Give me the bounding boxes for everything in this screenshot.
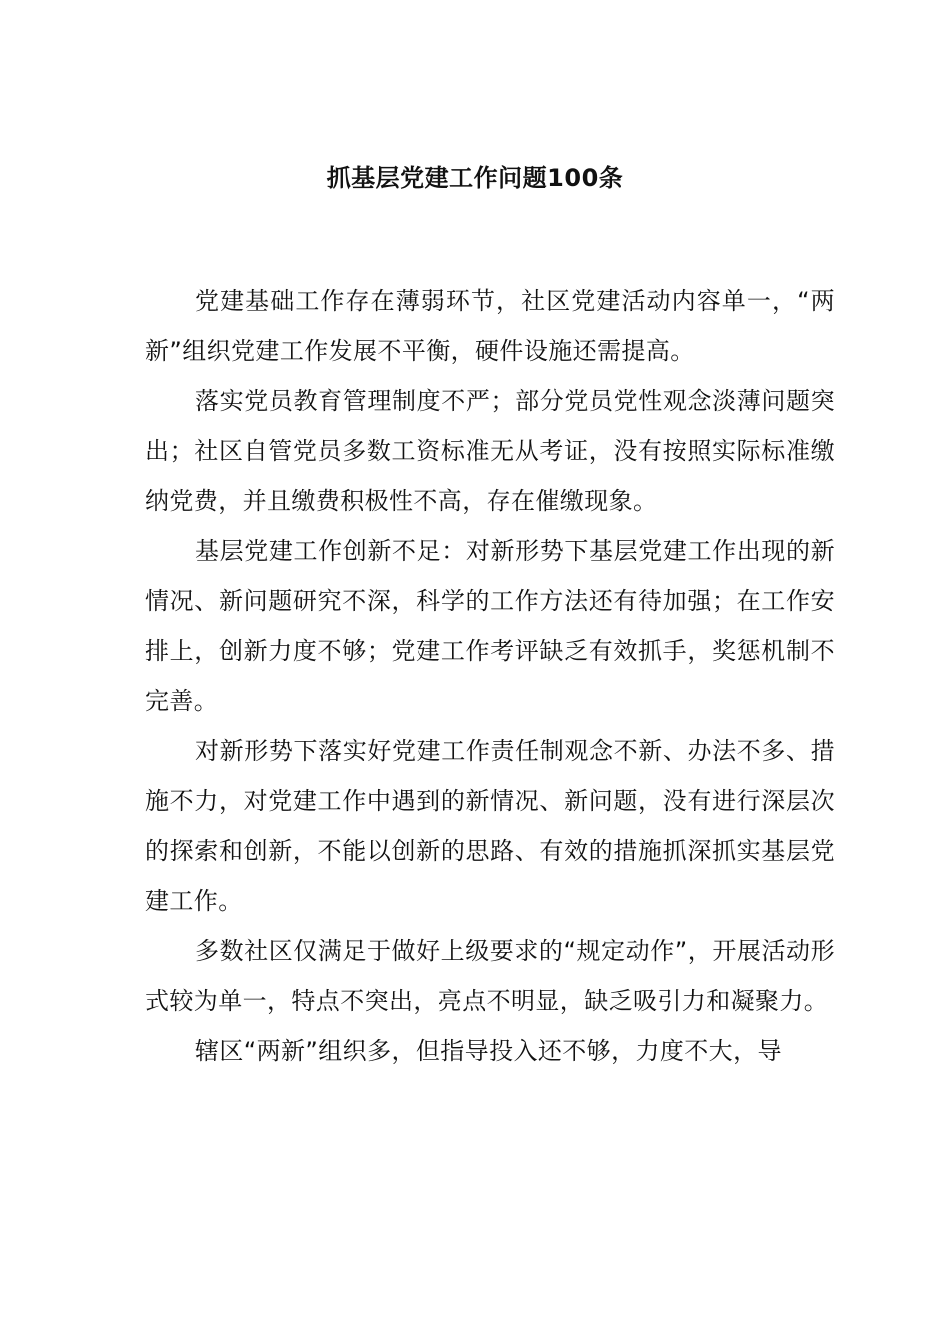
paragraph: 落实党员教育管理制度不严；部分党员党性观念淡薄问题突出；社区自管党员多数工资标准无从考证，没有按照实际标准缴纳党费，并且缴费积极性不高，存在催缴现象。 <box>145 387 835 515</box>
document-body <box>145 276 835 1076</box>
paragraph: 党建基础工作存在薄弱环节，社区党建活动内容单一，“两新”组织党建工作发展不平衡，硬件设施还需提高。 <box>145 287 835 365</box>
paragraph: 多数社区仅满足于做好上级要求的“规定动作”，开展活动形式较为单一，特点不突出，亮点不明显，缺乏吸引力和凝聚力。 <box>145 937 835 1015</box>
paragraph: 辖区“两新”组织多，但指导投入还不够，力度不大，导 <box>195 1037 782 1065</box>
document-title: 抓基层党建工作问题100条 <box>326 164 624 192</box>
paragraph: 对新形势下落实好党建工作责任制观念不新、办法不多、措施不力，对党建工作中遇到的新情况、新问题，没有进行深层次的探索和创新，不能以创新的思路、有效的措施抓深抓实基层党建工作。 <box>145 737 835 915</box>
paragraph: 基层党建工作创新不足：对新形势下基层党建工作出现的新情况、新问题研究不深，科学的工作方法还有待加强；在工作安排上，创新力度不够；党建工作考评缺乏有效抓手，奖惩机制不完善。 <box>145 537 835 715</box>
